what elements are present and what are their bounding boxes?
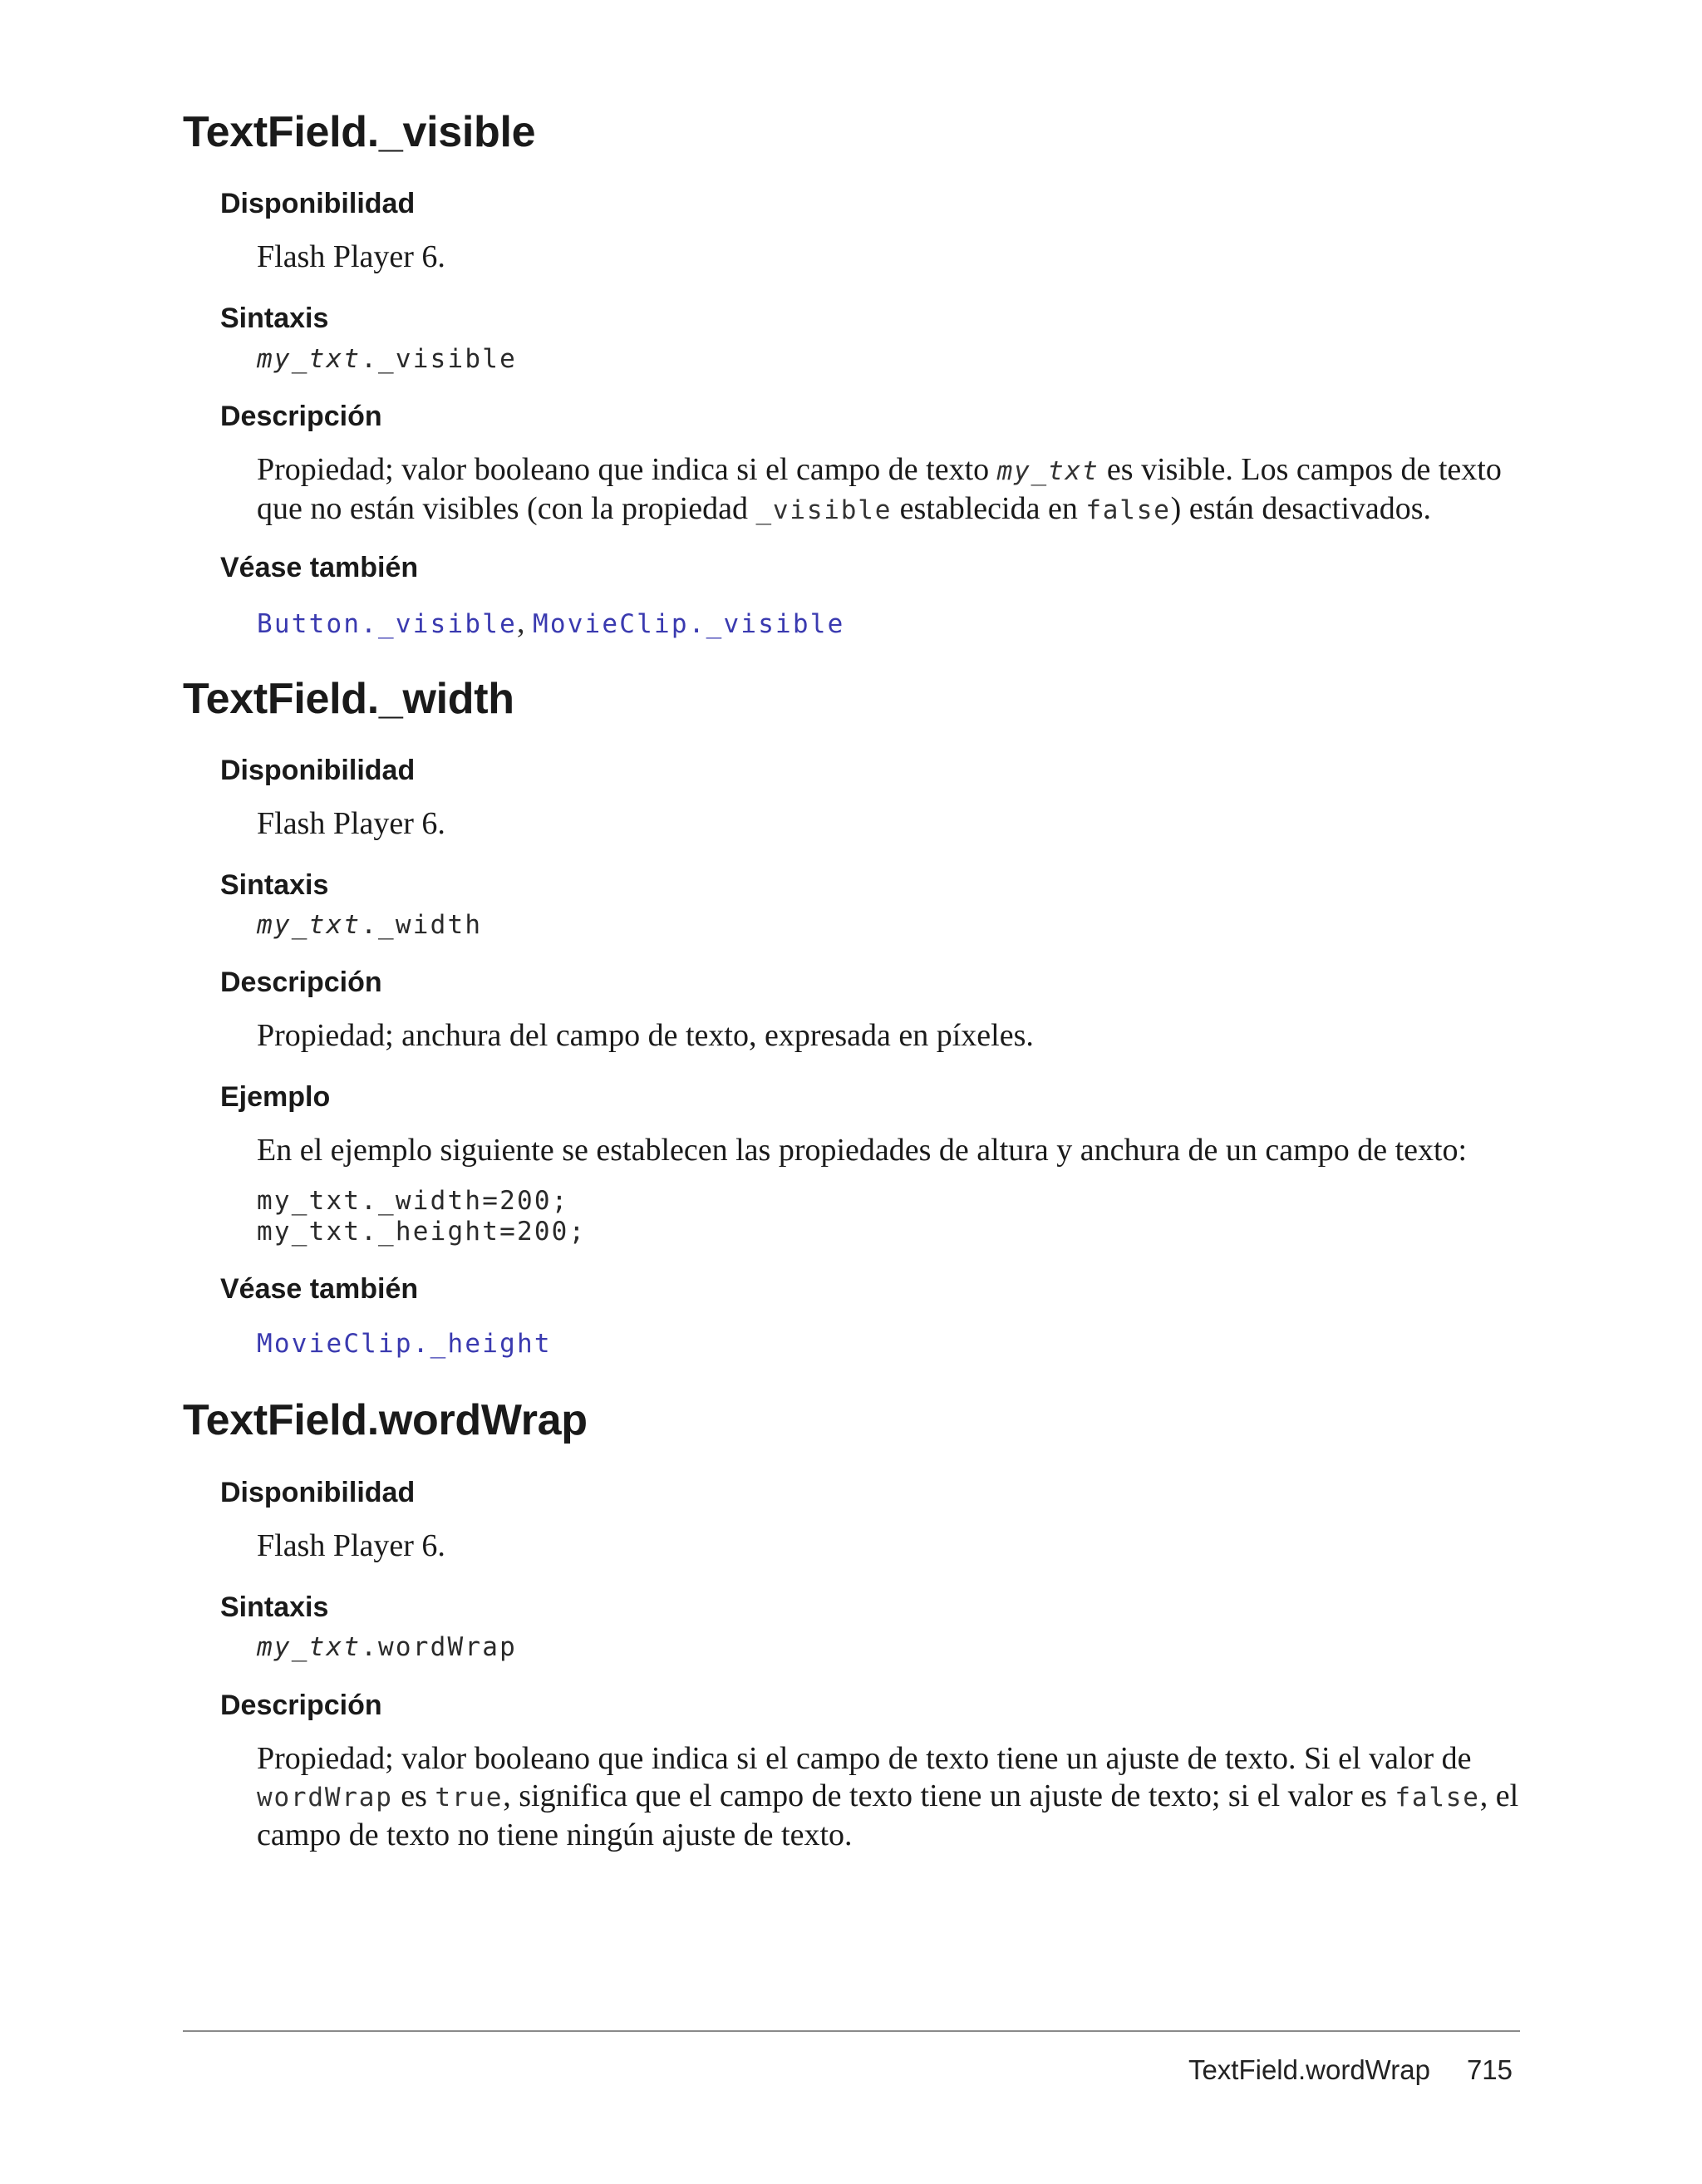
link-movieclip-visible[interactable]: MovieClip._visible xyxy=(532,609,845,639)
page-number: 715 xyxy=(1466,2054,1513,2085)
code-object: my_txt xyxy=(257,344,362,374)
code-object: my_txt xyxy=(257,910,362,940)
heading-disponibilidad: Disponibilidad xyxy=(220,755,416,786)
text-run: Propiedad; valor booleano que indica si el campo de texto xyxy=(257,452,997,487)
text-run: es visible. Los campos de texto que no están visibles (con la propiedad xyxy=(257,452,1502,526)
code-property: ._visible xyxy=(361,344,517,374)
inline-code: my_txt xyxy=(996,456,1099,486)
sintaxis-code xyxy=(257,910,482,941)
sintaxis-code xyxy=(257,344,517,375)
section-title: TextField.wordWrap xyxy=(183,1396,588,1444)
disponibilidad-text: Flash Player 6. xyxy=(257,806,445,841)
text-run: ) están desactivados. xyxy=(1170,491,1432,526)
inline-code: true xyxy=(435,1783,504,1813)
descripcion-text xyxy=(257,1740,1528,1854)
link-movieclip-height[interactable]: MovieClip._height xyxy=(257,1329,552,1359)
inline-code: wordWrap xyxy=(257,1783,393,1813)
heading-sintaxis: Sintaxis xyxy=(220,869,329,901)
heading-disponibilidad: Disponibilidad xyxy=(220,1477,416,1508)
descripcion-text: Propiedad; anchura del campo de texto, expresada en píxeles. xyxy=(257,1018,1034,1053)
code-property: .wordWrap xyxy=(361,1632,517,1662)
text-run: establecida en xyxy=(892,491,1086,526)
section-title: TextField._visible xyxy=(183,108,536,156)
heading-sintaxis: Sintaxis xyxy=(220,1591,329,1623)
text-run: es xyxy=(392,1778,435,1813)
ejemplo-code-line-2: my_txt._height=200; xyxy=(257,1217,587,1247)
heading-vease: Véase también xyxy=(220,1273,419,1305)
heading-descripcion: Descripción xyxy=(220,1690,382,1721)
text-run: , el campo de texto no tiene ningún ajuste de texto. xyxy=(257,1778,1519,1852)
disponibilidad-text: Flash Player 6. xyxy=(257,1528,445,1563)
ejemplo-text: En el ejemplo siguiente se establecen las propiedades de altura y anchura de un campo de texto: xyxy=(257,1133,1468,1168)
link-button-visible[interactable]: Button._visible xyxy=(257,609,517,639)
heading-descripcion: Descripción xyxy=(220,401,382,432)
inline-code: false xyxy=(1085,495,1171,525)
descripcion-text xyxy=(257,451,1528,529)
heading-ejemplo: Ejemplo xyxy=(220,1081,331,1113)
inline-code: false xyxy=(1395,1783,1480,1813)
heading-sintaxis: Sintaxis xyxy=(220,303,329,334)
section-title: TextField._width xyxy=(183,675,514,723)
sintaxis-code xyxy=(257,1632,517,1663)
heading-disponibilidad: Disponibilidad xyxy=(220,188,416,219)
code-object: my_txt xyxy=(257,1632,362,1662)
code-property: ._width xyxy=(361,910,483,940)
page-footer xyxy=(1188,2056,1513,2083)
vease-links xyxy=(257,607,845,640)
vease-links xyxy=(257,1329,552,1360)
footer-title: TextField.wordWrap xyxy=(1188,2054,1430,2085)
text-run: Propiedad; valor booleano que indica si el campo de texto tiene un ajuste de texto. Si el valor de xyxy=(257,1741,1472,1776)
heading-vease: Véase también xyxy=(220,552,419,583)
inline-code: _visible xyxy=(755,495,893,525)
link-separator: , xyxy=(516,605,533,640)
footer-divider xyxy=(183,2030,1520,2032)
ejemplo-code-line-1: my_txt._width=200; xyxy=(257,1186,569,1216)
disponibilidad-text: Flash Player 6. xyxy=(257,239,445,274)
text-run: , significa que el campo de texto tiene un ajuste de texto; si el valor es xyxy=(503,1778,1395,1813)
heading-descripcion: Descripción xyxy=(220,967,382,998)
